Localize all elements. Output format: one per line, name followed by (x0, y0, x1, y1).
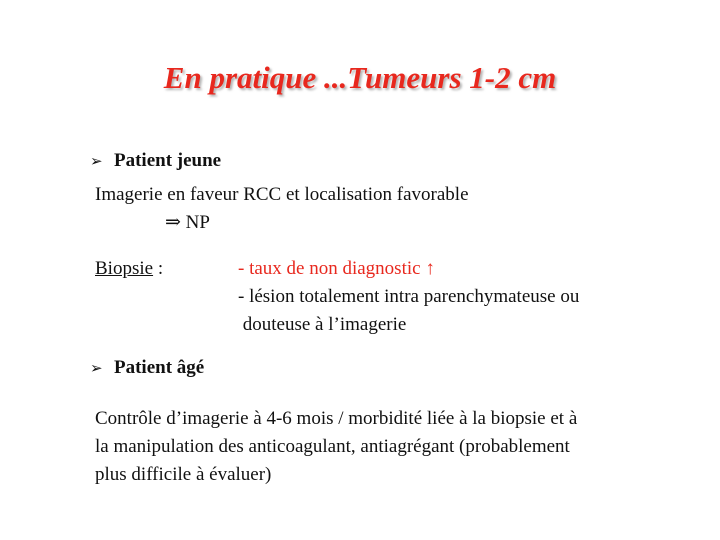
biopsy-point-3: douteuse à l’imagerie (238, 314, 407, 335)
biopsy-point-1: - taux de non diagnostic ↑ (238, 258, 435, 279)
implies-arrow-icon: ⇒ (165, 212, 181, 233)
biopsy-label: Biopsie (95, 258, 154, 279)
paragraph-line-3: plus difficile à évaluer) (95, 464, 272, 485)
section-old-heading-text: Patient âgé (114, 357, 205, 378)
section-young-heading-text: Patient jeune (114, 150, 222, 171)
paragraph-line-2: la manipulation des anticoagulant, antiagrégant (probablement (95, 436, 570, 457)
conclusion-line (165, 212, 210, 234)
paragraph-line-1: Contrôle d’imagerie à 4-6 mois / morbidité liée à la biopsie et à (95, 408, 578, 429)
section-young-heading (90, 150, 221, 172)
slide-title: En pratique ...Tumeurs 1-2 cm (163, 60, 557, 95)
section-old-heading (90, 357, 204, 379)
biopsy-colon: : (157, 258, 164, 279)
imaging-line: Imagerie en faveur RCC et localisation favorable (95, 184, 469, 205)
arrow-bullet-icon: ➢ (90, 152, 103, 170)
arrow-bullet-icon: ➢ (90, 359, 103, 377)
conclusion-text: NP (185, 212, 210, 233)
biopsy-label-line (95, 258, 163, 280)
biopsy-point-2: - lésion totalement intra parenchymateuse ou (238, 286, 580, 307)
